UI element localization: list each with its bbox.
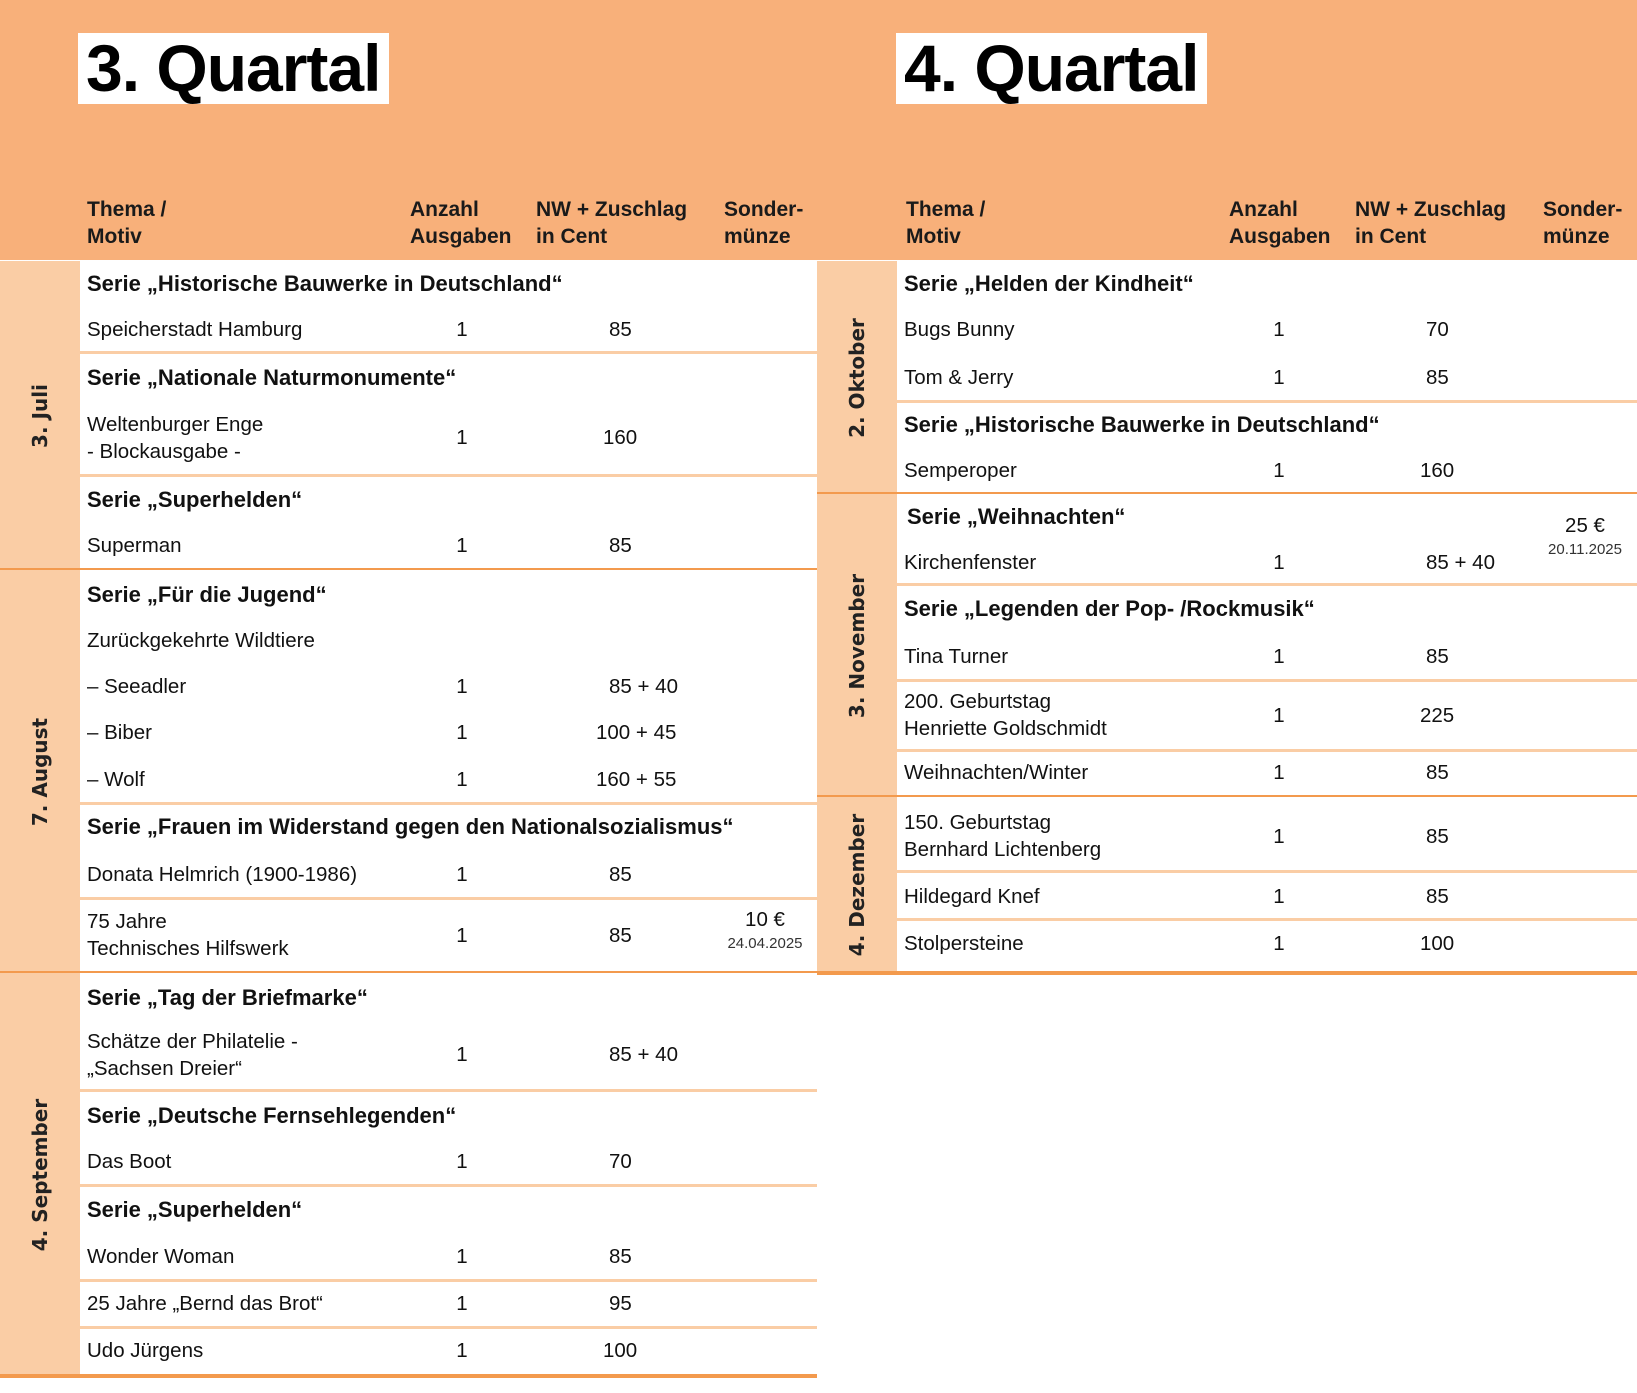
anzahl-cell: 1	[456, 1292, 468, 1315]
nw-cell: 100	[1420, 932, 1455, 955]
sondermuenze-cell	[1535, 513, 1635, 561]
thema-cell: Wonder Woman	[87, 1245, 235, 1268]
month-label: 3. November	[845, 573, 869, 718]
thema-cell: 25 Jahre „Bernd das Brot“	[87, 1292, 323, 1315]
q3-col-anzahl: Anzahl Ausgaben	[410, 198, 512, 248]
nw-cell: 85	[609, 534, 632, 557]
sondermuenze-cell	[715, 907, 815, 955]
anzahl-cell: 1	[456, 768, 468, 791]
row-divider	[80, 351, 817, 354]
thema-cell: Semperoper	[904, 459, 1017, 482]
month-column	[0, 973, 80, 1376]
thema-cell: Speicherstadt Hamburg	[87, 318, 303, 341]
month-section-november	[817, 494, 1637, 797]
nw-cell: 70	[1426, 318, 1449, 341]
row-divider	[80, 897, 817, 900]
nw-cell: 160 + 55	[596, 768, 677, 791]
anzahl-cell: 1	[456, 1043, 468, 1066]
nw-cell: 160	[1420, 459, 1455, 482]
coin-date: 24.04.2025	[727, 935, 803, 952]
thema-cell: 200. Geburtstag Henriette Goldschmidt	[904, 690, 1107, 740]
row-divider	[80, 1279, 817, 1282]
month-section-september	[0, 973, 817, 1376]
month-body	[897, 261, 1637, 494]
anzahl-cell: 1	[456, 721, 468, 744]
serie-title: Serie „Tag der Briefmarke“	[87, 985, 368, 1010]
quarter-4-title: 4. Quartal	[896, 33, 1207, 104]
anzahl-cell: 1	[1273, 551, 1285, 574]
anzahl-cell: 1	[456, 675, 468, 698]
thema-cell: 150. Geburtstag Bernhard Lichtenberg	[904, 811, 1102, 861]
row-divider	[897, 400, 1637, 403]
nw-cell: 95	[609, 1292, 632, 1315]
month-section-oktober	[817, 261, 1637, 494]
row-divider	[80, 1184, 817, 1187]
thema-cell: Hildegard Knef	[904, 885, 1040, 908]
thema-cell: Bugs Bunny	[904, 318, 1015, 341]
serie-title: Serie „Nationale Naturmonumente“	[87, 365, 457, 390]
nw-cell: 85	[609, 318, 632, 341]
month-body	[897, 494, 1637, 797]
nw-cell: 100 + 45	[596, 721, 677, 744]
month-label: 7. August	[28, 717, 52, 826]
anzahl-cell: 1	[1273, 761, 1285, 784]
thema-cell: Das Boot	[87, 1150, 172, 1173]
row-divider	[897, 583, 1637, 586]
month-label: 4. September	[28, 1098, 52, 1251]
row-divider	[897, 870, 1637, 873]
thema-cell: Schätze der Philatelie - „Sachsen Dreier“	[87, 1030, 298, 1080]
anzahl-cell: 1	[1273, 318, 1285, 341]
row-divider	[897, 679, 1637, 682]
coin-date: 20.11.2025	[1548, 541, 1622, 558]
nw-cell: 85 + 40	[1426, 551, 1495, 574]
month-divider	[0, 1374, 817, 1378]
anzahl-cell: 1	[456, 1339, 468, 1362]
q3-col-thema: Thema / Motiv	[87, 198, 167, 248]
anzahl-cell: 1	[456, 924, 468, 947]
row-divider	[80, 474, 817, 477]
nw-cell: 85	[1426, 645, 1449, 668]
nw-cell: 100	[603, 1339, 638, 1362]
serie-title: Serie „Historische Bauwerke in Deutschland“	[87, 271, 563, 296]
month-body	[897, 797, 1637, 973]
month-body	[80, 973, 817, 1376]
anzahl-cell: 1	[1273, 366, 1285, 389]
row-divider	[80, 1089, 817, 1092]
subtitle-cell: Zurückgekehrte Wildtiere	[87, 629, 315, 652]
thema-cell: Tina Turner	[904, 645, 1009, 668]
thema-cell: Weltenburger Enge - Blockausgabe -	[87, 413, 264, 463]
serie-title: Serie „Deutsche Fernsehlegenden“	[87, 1103, 457, 1128]
anzahl-cell: 1	[1273, 885, 1285, 908]
thema-cell: – Biber	[87, 721, 152, 744]
nw-cell: 85	[609, 863, 632, 886]
coin-value: 25 €	[1565, 514, 1605, 537]
q4-col-nw: NW + Zuschlag in Cent	[1355, 198, 1507, 248]
thema-cell: Weihnachten/Winter	[904, 761, 1089, 784]
anzahl-cell: 1	[1273, 932, 1285, 955]
nw-cell: 85	[1426, 885, 1449, 908]
coin-value: 10 €	[745, 908, 785, 931]
q4-col-thema: Thema / Motiv	[906, 198, 986, 248]
anzahl-cell: 1	[1273, 825, 1285, 848]
month-column	[817, 797, 897, 973]
thema-cell: – Seeadler	[87, 675, 187, 698]
month-label: 2. Oktober	[845, 317, 869, 438]
anzahl-cell: 1	[456, 863, 468, 886]
thema-cell: Superman	[87, 534, 182, 557]
anzahl-cell: 1	[456, 534, 468, 557]
serie-title: Serie „Helden der Kindheit“	[904, 271, 1194, 296]
nw-cell: 85	[609, 1245, 632, 1268]
month-section-juli	[0, 261, 817, 570]
anzahl-cell: 1	[456, 318, 468, 341]
month-section-dezember	[817, 797, 1637, 973]
month-column	[0, 570, 80, 973]
nw-cell: 85	[609, 924, 632, 947]
thema-cell: Tom & Jerry	[904, 366, 1014, 389]
serie-title: Serie „Für die Jugend“	[87, 582, 327, 607]
month-column	[0, 261, 80, 570]
month-label: 4. Dezember	[845, 813, 869, 957]
nw-cell: 85 + 40	[609, 675, 678, 698]
thema-cell: Donata Helmrich (1900-1986)	[87, 863, 358, 886]
nw-cell: 160	[603, 426, 638, 449]
anzahl-cell: 1	[1273, 704, 1285, 727]
month-body	[80, 261, 817, 570]
nw-cell: 225	[1420, 704, 1455, 727]
row-divider	[897, 918, 1637, 921]
month-column	[817, 494, 897, 797]
serie-title: Serie „Superhelden“	[87, 487, 303, 512]
nw-cell: 85	[1426, 366, 1449, 389]
header-band	[0, 0, 1637, 260]
q3-col-sonder: Sonder- münze	[724, 198, 804, 248]
nw-cell: 85	[1426, 825, 1449, 848]
quarter-3-title: 3. Quartal	[78, 33, 389, 104]
thema-cell: Udo Jürgens	[87, 1339, 204, 1362]
month-section-august	[0, 570, 817, 973]
anzahl-cell: 1	[456, 1150, 468, 1173]
thema-cell: – Wolf	[87, 768, 145, 791]
serie-title: Serie „Legenden der Pop- /Rockmusik“	[904, 596, 1315, 621]
month-column	[817, 261, 897, 494]
nw-cell: 70	[609, 1150, 632, 1173]
anzahl-cell: 1	[456, 426, 468, 449]
anzahl-cell: 1	[456, 1245, 468, 1268]
row-divider	[80, 802, 817, 805]
anzahl-cell: 1	[1273, 645, 1285, 668]
serie-title: Serie „Superhelden“	[87, 1197, 303, 1222]
q4-col-anzahl: Anzahl Ausgaben	[1229, 198, 1331, 248]
anzahl-cell: 1	[1273, 459, 1285, 482]
month-label: 3. Juli	[28, 383, 52, 448]
serie-title: Serie „Frauen im Widerstand gegen den Nationalsozialismus“	[87, 814, 734, 839]
q4-col-sonder: Sonder- münze	[1543, 198, 1623, 248]
nw-cell: 85	[1426, 761, 1449, 784]
thema-cell: Stolpersteine	[904, 932, 1024, 955]
thema-cell: Kirchenfenster	[904, 551, 1037, 574]
month-divider	[817, 971, 1637, 975]
serie-title: Serie „Weihnachten“	[907, 504, 1126, 529]
row-divider	[897, 749, 1637, 752]
thema-cell: 75 Jahre Technisches Hilfswerk	[87, 910, 289, 960]
nw-cell: 85 + 40	[609, 1043, 678, 1066]
q3-col-nw: NW + Zuschlag in Cent	[536, 198, 688, 248]
row-divider	[80, 1326, 817, 1329]
month-body	[80, 570, 817, 973]
serie-title: Serie „Historische Bauwerke in Deutschland“	[904, 412, 1380, 437]
